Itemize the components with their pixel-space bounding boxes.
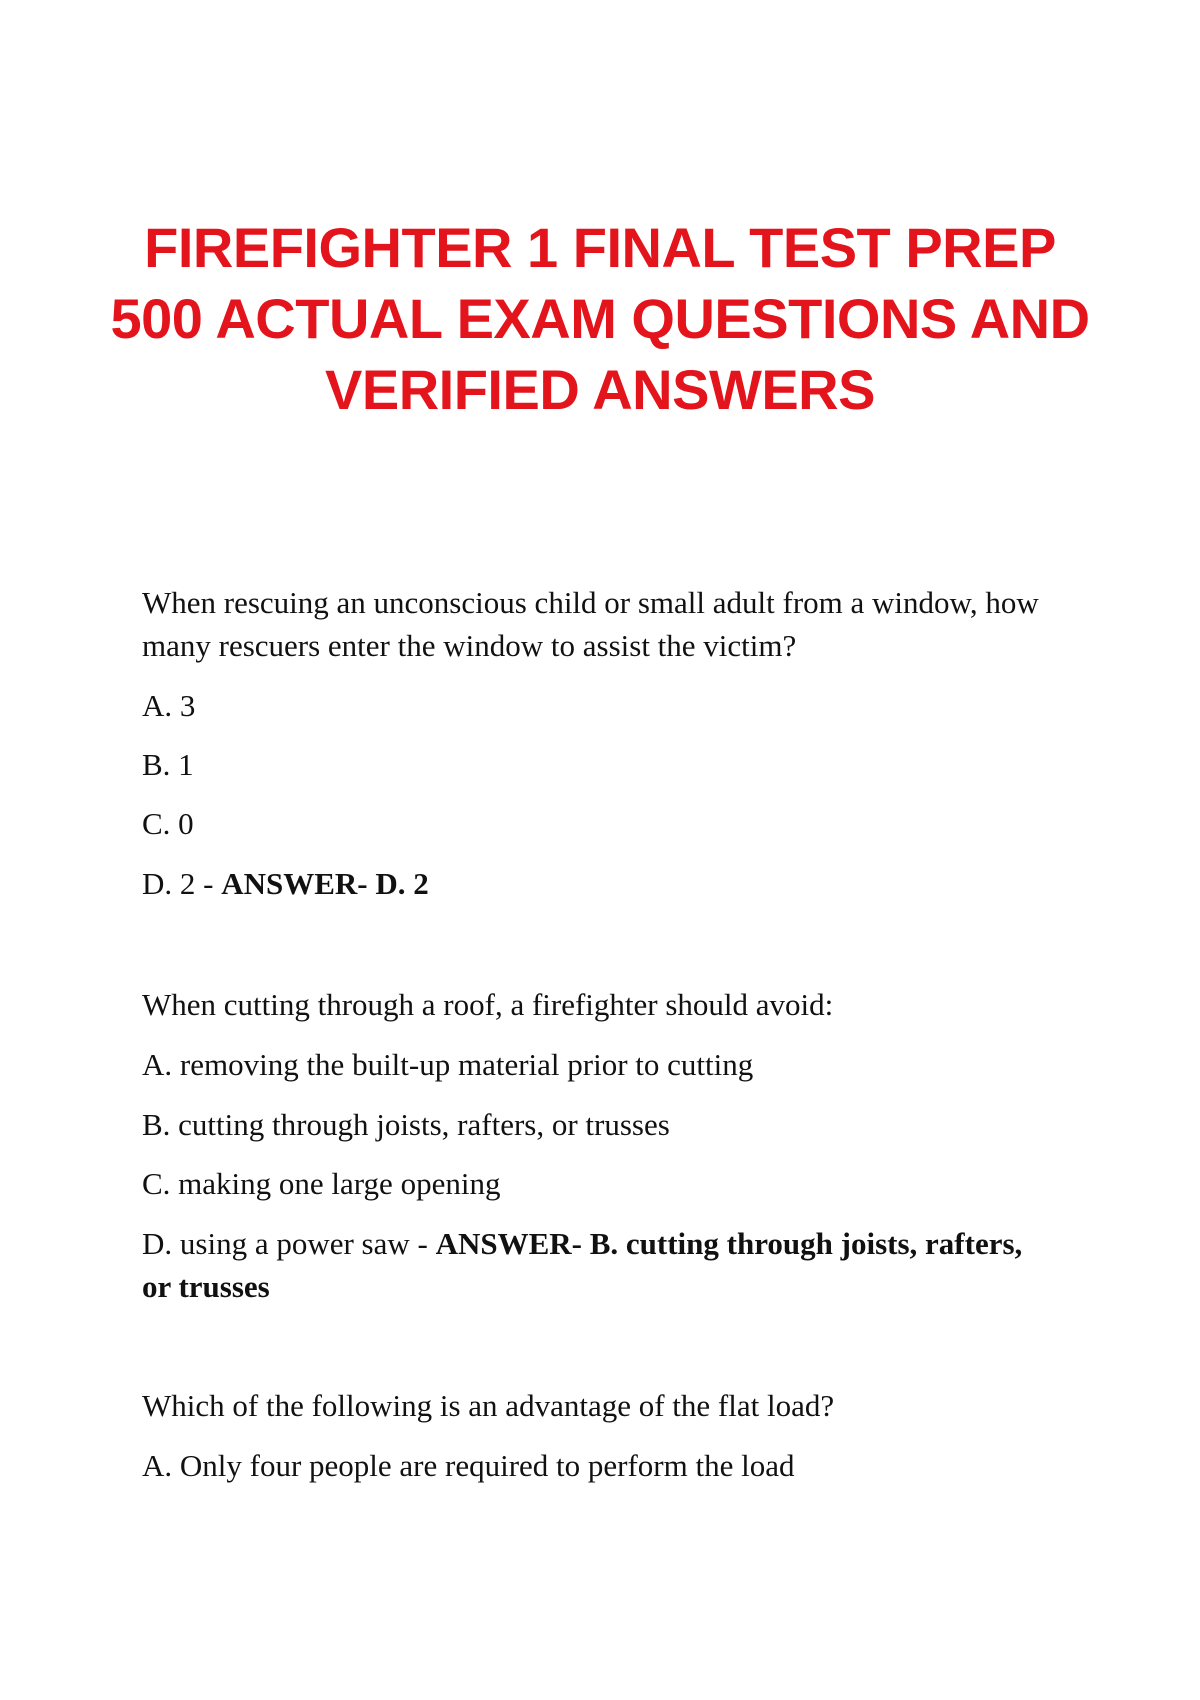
question-2-option-a: A. removing the built-up material prior to cutting [142, 1047, 754, 1082]
question-2-option-c: C. making one large opening [142, 1166, 501, 1201]
question-1-text-line-2: many rescuers enter the window to assist the victim? [142, 628, 797, 663]
title-line-1: FIREFIGHTER 1 FINAL TEST PREP [144, 216, 1056, 279]
question-2-option-d: D. using a power saw - [142, 1226, 436, 1261]
question-1-option-b: B. 1 [142, 747, 194, 782]
question-1-option-d-line [142, 866, 429, 902]
question-1-option-d: D. 2 - [142, 866, 222, 901]
document-title [100, 212, 1100, 425]
question-2-answer-line-1: ANSWER- B. cutting through joists, rafters, [435, 1226, 1023, 1261]
question-2-answer-line-2: or trusses [142, 1269, 270, 1304]
title-line-3: VERIFIED ANSWERS [325, 358, 875, 421]
question-3-text-line-1: Which of the following is an advantage of the flat load? [142, 1388, 835, 1423]
question-2-option-d-line [142, 1226, 1022, 1262]
question-2-option-b: B. cutting through joists, rafters, or trusses [142, 1107, 670, 1142]
question-1-answer: ANSWER- D. 2 [221, 866, 429, 901]
question-1-option-c: C. 0 [142, 806, 194, 841]
title-line-2: 500 ACTUAL EXAM QUESTIONS AND [110, 287, 1090, 350]
question-3-option-a: A. Only four people are required to perform the load [142, 1448, 795, 1483]
question-2-text-line-1: When cutting through a roof, a firefighter should avoid: [142, 987, 834, 1022]
question-1-text-line-1: When rescuing an unconscious child or small adult from a window, how [142, 585, 1039, 620]
question-1-option-a: A. 3 [142, 688, 196, 723]
